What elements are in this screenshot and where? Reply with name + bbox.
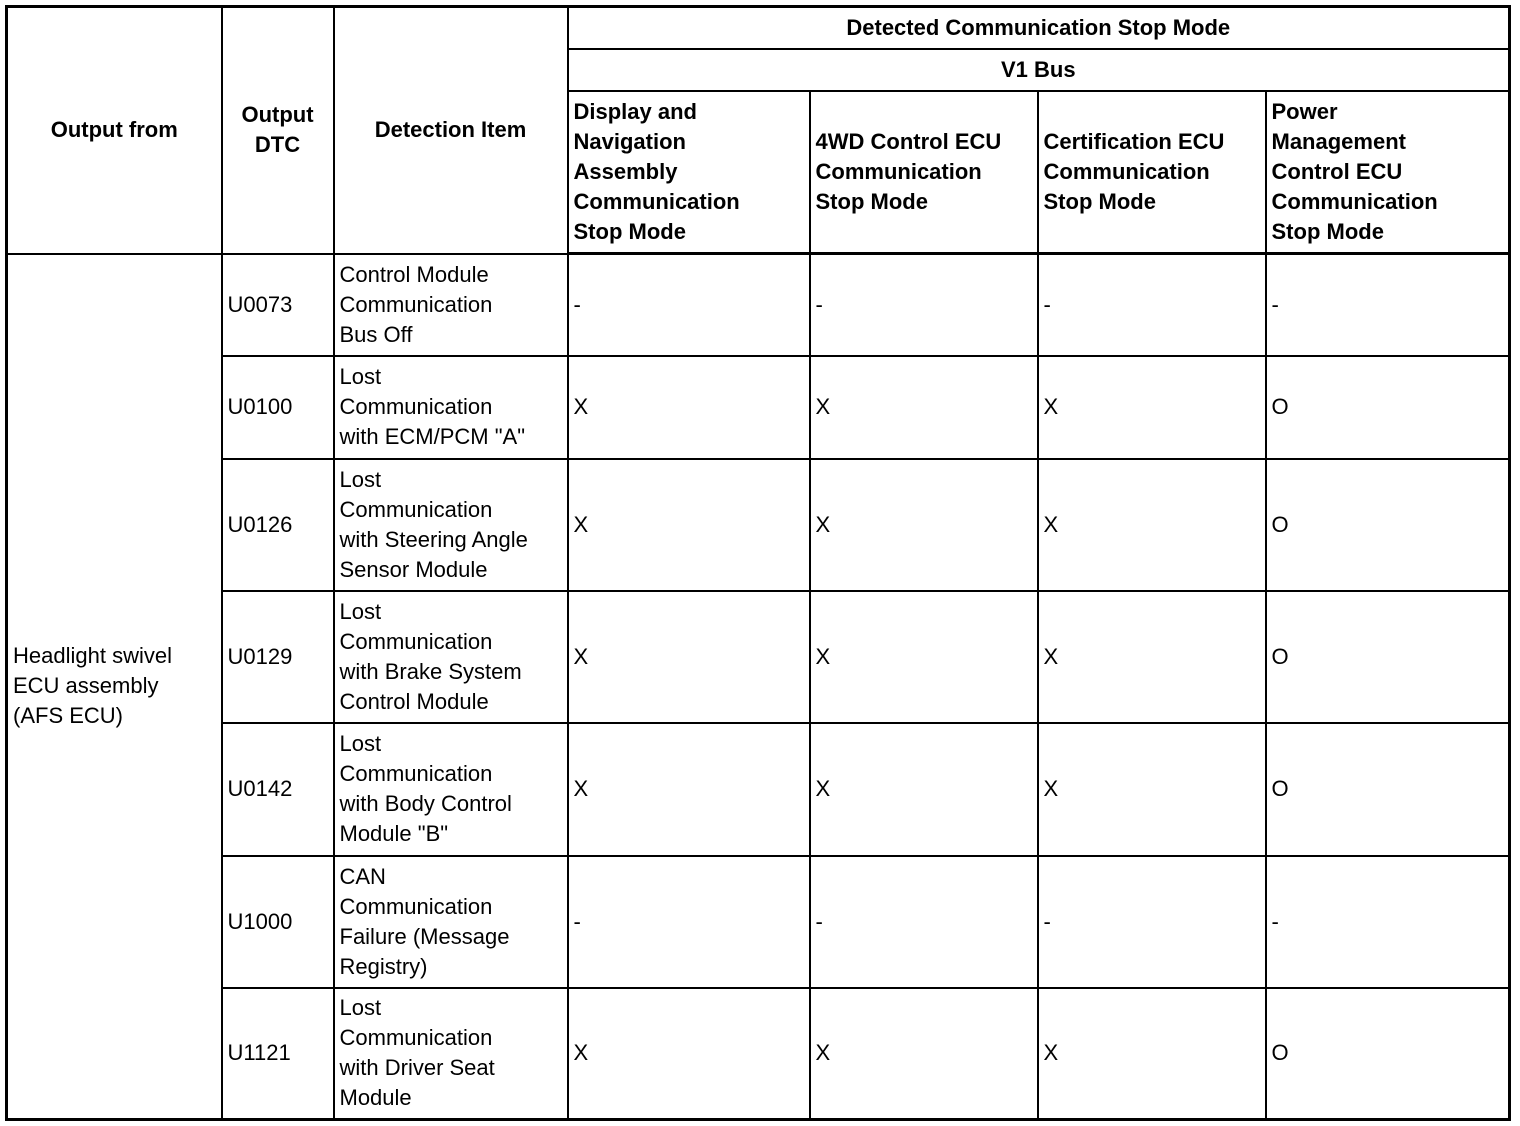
dtc-cell: U0100 (222, 356, 334, 459)
stop-mode-cell: - (568, 856, 810, 988)
header-display-navigation: Display and Navigation Assembly Communication Stop Mode (568, 91, 810, 254)
header-power-management: Power Management Control ECU Communication Stop Mode (1266, 91, 1510, 254)
table-row (7, 459, 1510, 591)
dtc-cell: U1000 (222, 856, 334, 988)
table-row (7, 856, 1510, 988)
table-row (7, 988, 1510, 1120)
stop-mode-cell: X (568, 591, 810, 723)
stop-mode-cell: X (1038, 988, 1266, 1120)
stop-mode-cell: - (568, 254, 810, 356)
detection-item-cell: Control Module Communication Bus Off (334, 254, 568, 356)
dtc-cell: U0142 (222, 723, 334, 856)
stop-mode-cell: O (1266, 591, 1510, 723)
detection-item-cell: Lost Communication with Brake System Control Module (334, 591, 568, 723)
stop-mode-cell: X (810, 591, 1038, 723)
dtc-communication-stop-table (5, 5, 1511, 1121)
table-row (7, 591, 1510, 723)
stop-mode-cell: - (1038, 254, 1266, 356)
stop-mode-cell: - (1038, 856, 1266, 988)
table-row (7, 356, 1510, 459)
stop-mode-cell: - (810, 254, 1038, 356)
stop-mode-cell: X (810, 723, 1038, 856)
dtc-cell: U0129 (222, 591, 334, 723)
dtc-cell: U0073 (222, 254, 334, 356)
detection-item-cell: Lost Communication with Body Control Module "B" (334, 723, 568, 856)
stop-mode-cell: X (810, 459, 1038, 591)
stop-mode-cell: O (1266, 723, 1510, 856)
stop-mode-cell: O (1266, 459, 1510, 591)
stop-mode-cell: X (1038, 459, 1266, 591)
stop-mode-cell: - (1266, 856, 1510, 988)
table-row (7, 723, 1510, 856)
stop-mode-cell: - (1266, 254, 1510, 356)
output-from-cell: Headlight swivel ECU assembly (AFS ECU) (7, 254, 222, 1120)
header-v1-bus: V1 Bus (568, 49, 1510, 91)
detection-item-cell: Lost Communication with ECM/PCM "A" (334, 356, 568, 459)
header-certification: Certification ECU Communication Stop Mode (1038, 91, 1266, 254)
stop-mode-cell: X (568, 723, 810, 856)
header-detected-stop-mode: Detected Communication Stop Mode (568, 7, 1510, 49)
stop-mode-cell: X (1038, 591, 1266, 723)
header-detection-item: Detection Item (334, 7, 568, 254)
header-output-from: Output from (7, 7, 222, 254)
stop-mode-cell: X (810, 988, 1038, 1120)
stop-mode-cell: X (1038, 723, 1266, 856)
stop-mode-cell: X (1038, 356, 1266, 459)
stop-mode-cell: - (810, 856, 1038, 988)
detection-item-cell: CAN Communication Failure (Message Registry) (334, 856, 568, 988)
header-output-dtc: Output DTC (222, 7, 334, 254)
dtc-cell: U0126 (222, 459, 334, 591)
dtc-cell: U1121 (222, 988, 334, 1120)
stop-mode-cell: X (568, 356, 810, 459)
stop-mode-cell: O (1266, 988, 1510, 1120)
table-row (7, 254, 1510, 356)
detection-item-cell: Lost Communication with Steering Angle Sensor Module (334, 459, 568, 591)
stop-mode-cell: X (568, 988, 810, 1120)
header-4wd-control: 4WD Control ECU Communication Stop Mode (810, 91, 1038, 254)
stop-mode-cell: X (568, 459, 810, 591)
stop-mode-cell: X (810, 356, 1038, 459)
detection-item-cell: Lost Communication with Driver Seat Module (334, 988, 568, 1120)
stop-mode-cell: O (1266, 356, 1510, 459)
